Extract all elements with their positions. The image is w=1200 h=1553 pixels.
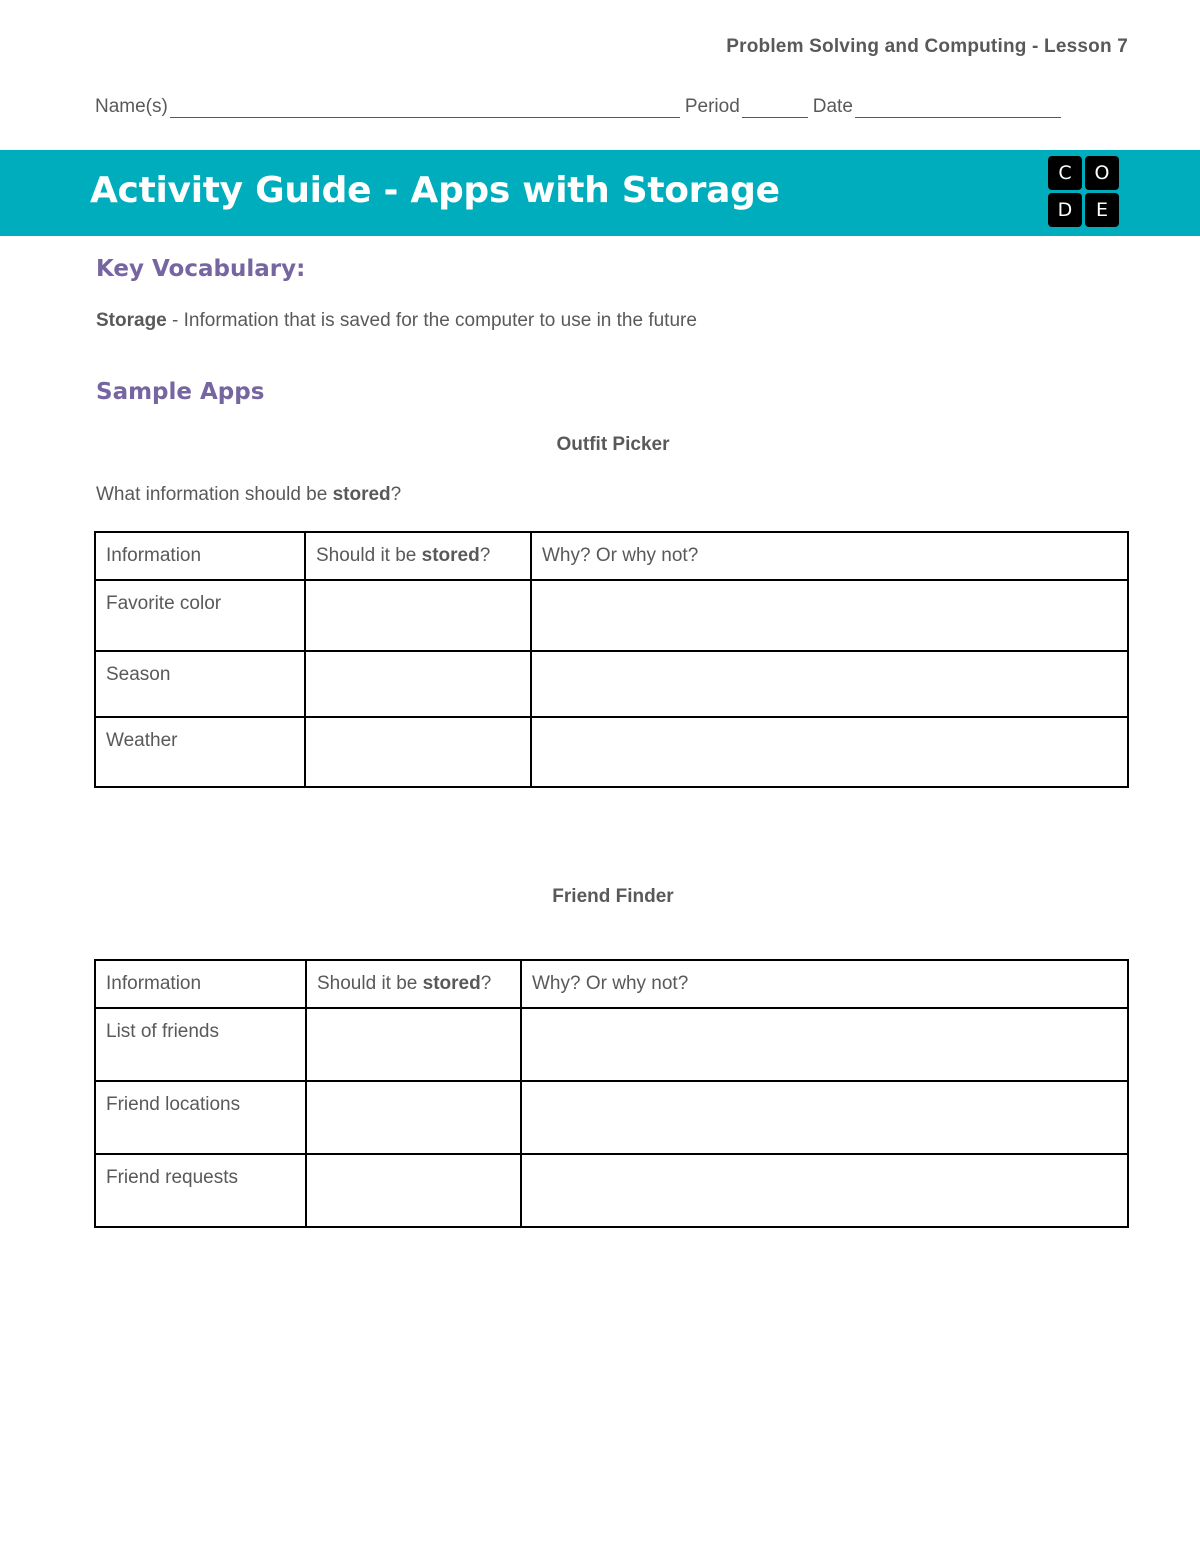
- logo-letter: E: [1085, 193, 1119, 227]
- table-row: [95, 1154, 1128, 1227]
- key-vocabulary-heading: Key Vocabulary:: [96, 256, 306, 282]
- page-title: Activity Guide - Apps with Storage: [90, 170, 780, 211]
- why-answer-cell[interactable]: [521, 1081, 1128, 1154]
- store-answer-cell[interactable]: [305, 651, 531, 717]
- store-answer-cell[interactable]: [306, 1008, 521, 1081]
- code-logo: [1048, 156, 1120, 230]
- logo-letter: D: [1048, 193, 1082, 227]
- table-header-row: [95, 960, 1128, 1008]
- table-row: [95, 1081, 1128, 1154]
- header-suffix: ?: [480, 973, 492, 994]
- header-bold: stored: [422, 973, 481, 994]
- table-row: [95, 717, 1128, 787]
- lesson-title: Problem Solving and Computing - Lesson 7: [726, 36, 1128, 57]
- vocabulary-text: - Information that is saved for the computer to use in the future: [166, 310, 697, 331]
- why-answer-cell[interactable]: [521, 1008, 1128, 1081]
- row-label: Favorite color: [95, 580, 305, 651]
- table-row: [95, 651, 1128, 717]
- header-bold: stored: [421, 545, 480, 566]
- question-suffix: ?: [390, 484, 402, 505]
- row-label: List of friends: [95, 1008, 306, 1081]
- vocabulary-term: Storage: [96, 310, 167, 331]
- store-answer-cell[interactable]: [306, 1081, 521, 1154]
- question-bold: stored: [332, 484, 391, 505]
- outfit-question: [96, 484, 401, 506]
- sample-apps-heading: Sample Apps: [96, 379, 265, 405]
- logo-letter: O: [1085, 156, 1119, 190]
- header-suffix: ?: [479, 545, 491, 566]
- header-text: Should it be: [316, 545, 422, 566]
- header-information: Information: [95, 532, 305, 580]
- table-header-row: [95, 532, 1128, 580]
- header-text: Should it be: [317, 973, 423, 994]
- logo-letter: C: [1048, 156, 1082, 190]
- header-why: Why? Or why not?: [521, 960, 1128, 1008]
- row-label: Friend requests: [95, 1154, 306, 1227]
- header-information: Information: [95, 960, 306, 1008]
- header-should-store: [305, 532, 531, 580]
- why-answer-cell[interactable]: [531, 651, 1128, 717]
- table-row: [95, 580, 1128, 651]
- name-label: Name(s): [95, 96, 168, 117]
- header-why: Why? Or why not?: [531, 532, 1128, 580]
- store-answer-cell[interactable]: [305, 717, 531, 787]
- header-should-store: [306, 960, 521, 1008]
- period-blank[interactable]: [742, 97, 808, 118]
- date-label: Date: [812, 96, 853, 117]
- outfit-picker-title: Outfit Picker: [556, 434, 670, 455]
- name-period-date-line: [95, 96, 1080, 118]
- period-label: Period: [684, 96, 740, 117]
- table-row: [95, 1008, 1128, 1081]
- name-blank[interactable]: [170, 97, 680, 118]
- why-answer-cell[interactable]: [531, 717, 1128, 787]
- question-text: What information should be: [96, 484, 333, 505]
- outfit-picker-table: [94, 531, 1129, 788]
- row-label: Friend locations: [95, 1081, 306, 1154]
- friend-finder-table: [94, 959, 1129, 1228]
- row-label: Weather: [95, 717, 305, 787]
- friend-finder-title: Friend Finder: [552, 886, 674, 907]
- title-banner: [0, 150, 1200, 236]
- vocabulary-definition: [96, 310, 697, 332]
- why-answer-cell[interactable]: [531, 580, 1128, 651]
- row-label: Season: [95, 651, 305, 717]
- store-answer-cell[interactable]: [305, 580, 531, 651]
- date-blank[interactable]: [855, 97, 1061, 118]
- store-answer-cell[interactable]: [306, 1154, 521, 1227]
- why-answer-cell[interactable]: [521, 1154, 1128, 1227]
